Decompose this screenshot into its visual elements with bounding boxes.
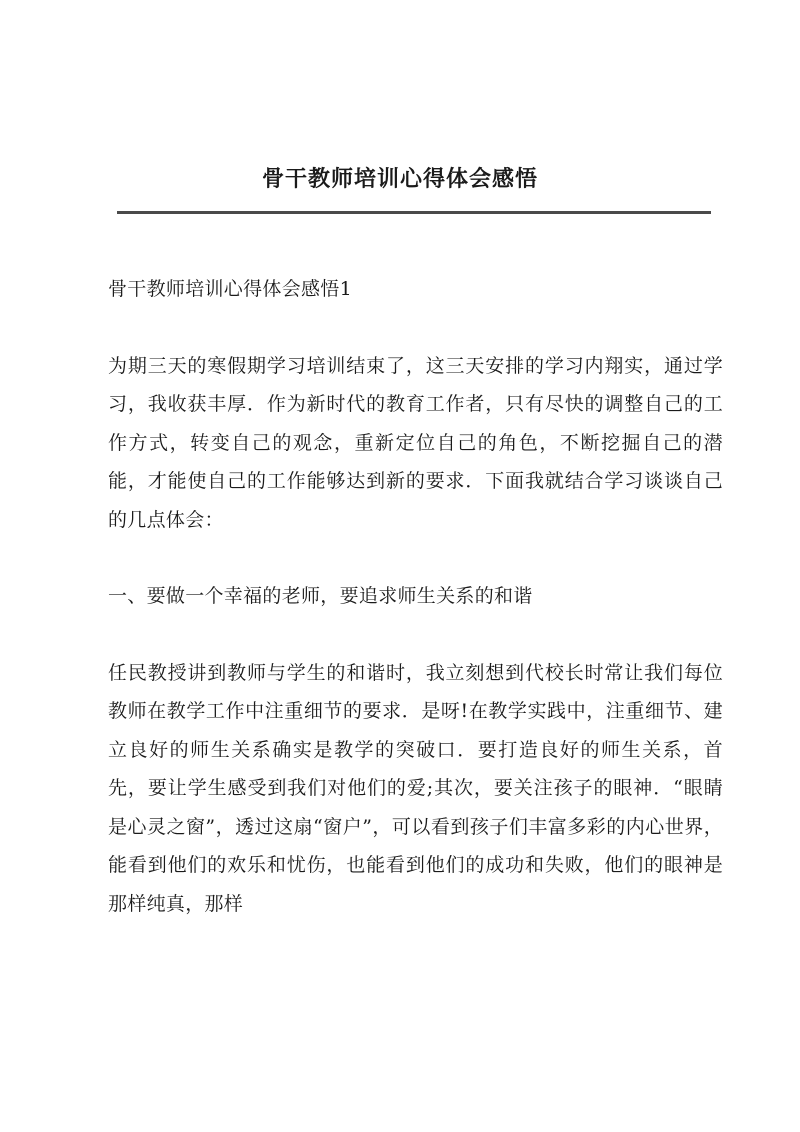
section-heading: 一、要做一个幸福的老师，要追求师生关系的和谐 — [108, 585, 533, 607]
title-divider — [117, 211, 711, 214]
document-subtitle: 骨干教师培训心得体会感悟1 — [108, 278, 352, 300]
intro-paragraph: 为期三天的寒假期学习培训结束了，这三天安排的学习内翔实，通过学习，我收获丰厚．作为新时代的教育工作者，只有尽快的调整自己的工作方式，转变自己的观念，重新定位自己的角色，不断挖掘自己的潜能，才能使自己的工作能够达到新的要求．下面我就结合学习谈谈自己的几点体会： — [108, 354, 723, 531]
section-paragraph: 任民教授讲到教师与学生的和谐时，我立刻想到代校长时常让我们每位教师在教学工作中注重细节的要求．是呀!在教学实践中，注重细节、建立良好的师生关系确实是教学的突破口．要打造良好的师生关系，首先，要让学生感受到我们对他们的爱;其次，要关注孩子的眼神．“眼睛是心灵之窗”，透过这扇“窗户”，可以看到孩子们丰富多彩的内心世界，能看到他们的欢乐和忧伤，也能看到他们的成功和失败，他们的眼神是那样纯真，那样 — [108, 661, 723, 915]
document-title: 骨干教师培训心得体会感悟 — [261, 166, 538, 192]
document-body — [108, 270, 723, 923]
